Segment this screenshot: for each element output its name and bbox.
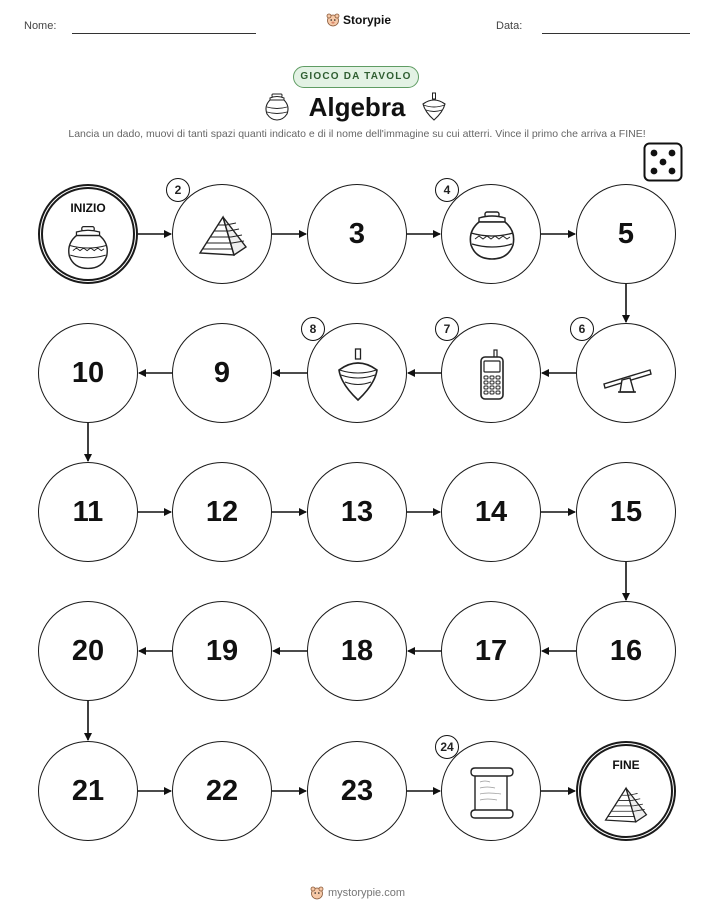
board-space-number: 9 bbox=[213, 356, 231, 389]
board-space-number: 2 bbox=[166, 178, 190, 202]
pyramid-icon bbox=[601, 781, 651, 829]
game-type-badge: GIOCO DA TAVOLO bbox=[293, 66, 419, 88]
phone-icon bbox=[465, 348, 519, 402]
board-space-number: 17 bbox=[474, 634, 508, 667]
board-space-number: 6 bbox=[570, 317, 594, 341]
footer-url[interactable]: mystorypie.com bbox=[328, 887, 406, 899]
jar-icon bbox=[465, 209, 519, 263]
board-space-9 bbox=[172, 323, 272, 423]
board-space-17 bbox=[441, 601, 541, 701]
board-space-1 bbox=[38, 184, 138, 284]
board-space-number: 16 bbox=[609, 634, 643, 667]
board-space-number: 24 bbox=[435, 735, 459, 759]
board-space-4 bbox=[441, 184, 541, 284]
board-space-number: 19 bbox=[205, 634, 239, 667]
page-title: Algebra bbox=[308, 92, 406, 122]
board-space-16 bbox=[576, 601, 676, 701]
brand-name: Storypie bbox=[343, 13, 392, 27]
board-space-2 bbox=[172, 184, 272, 284]
board-space-number: 7 bbox=[435, 317, 459, 341]
board-space-21 bbox=[38, 741, 138, 841]
board-space-number: 14 bbox=[474, 495, 508, 528]
board-space-23 bbox=[307, 741, 407, 841]
board-space-13 bbox=[307, 462, 407, 562]
storypie-mascot-icon bbox=[310, 886, 324, 900]
name-label: Nome: bbox=[24, 20, 57, 32]
board-space-number: 23 bbox=[340, 774, 374, 807]
board-space-20 bbox=[38, 601, 138, 701]
board-space-number: 5 bbox=[617, 217, 635, 250]
seesaw-icon bbox=[600, 348, 654, 402]
board-space-22 bbox=[172, 741, 272, 841]
scroll-icon bbox=[465, 766, 519, 820]
board-space-number: 13 bbox=[340, 495, 374, 528]
board-space-3 bbox=[307, 184, 407, 284]
board-space-number: 22 bbox=[205, 774, 239, 807]
board-space-number: 4 bbox=[435, 178, 459, 202]
board-space-number: 20 bbox=[71, 634, 105, 667]
date-label: Data: bbox=[496, 20, 523, 32]
top-icon bbox=[331, 348, 385, 402]
board-space-19 bbox=[172, 601, 272, 701]
board-space-number: 18 bbox=[340, 634, 374, 667]
board-space-24 bbox=[441, 741, 541, 841]
board-space-25 bbox=[576, 741, 676, 841]
jar-icon bbox=[63, 224, 113, 272]
board-space-number: 3 bbox=[348, 217, 366, 250]
board-space-number: 10 bbox=[71, 356, 105, 389]
board-space-6 bbox=[576, 323, 676, 423]
board-space-11 bbox=[38, 462, 138, 562]
board-space-15 bbox=[576, 462, 676, 562]
board-space-number: 12 bbox=[205, 495, 239, 528]
footer bbox=[310, 886, 405, 900]
board-space-number: 21 bbox=[71, 774, 105, 807]
board-space-7 bbox=[441, 323, 541, 423]
board-space-12 bbox=[172, 462, 272, 562]
pyramid-icon bbox=[196, 209, 250, 263]
board-space-label: FINE bbox=[612, 758, 640, 772]
board-space-10 bbox=[38, 323, 138, 423]
game-instructions: Lancia un dado, muovi di tanti spazi quanti indicato e di il nome dell'immagine su cui atterri. Vince il primo che arriva a FINE! bbox=[68, 128, 646, 140]
board-space-14 bbox=[441, 462, 541, 562]
board-space-label: INIZIO bbox=[70, 201, 106, 215]
board-space-number: 11 bbox=[72, 495, 104, 528]
board-space-number: 15 bbox=[609, 495, 643, 528]
board-space-18 bbox=[307, 601, 407, 701]
board-space-8 bbox=[307, 323, 407, 423]
board-space-number: 8 bbox=[301, 317, 325, 341]
board-space-5 bbox=[576, 184, 676, 284]
